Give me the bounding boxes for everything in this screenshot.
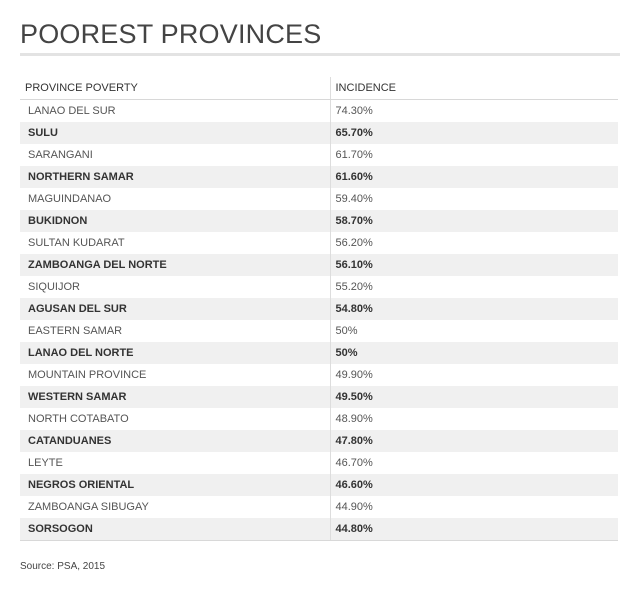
- incidence-value-cell: 49.90%: [330, 364, 618, 386]
- incidence-value-cell: 65.70%: [330, 122, 618, 144]
- table-row: [20, 386, 618, 408]
- table-row: [20, 298, 618, 320]
- table-row: [20, 496, 618, 518]
- incidence-value-cell: 50%: [330, 342, 618, 364]
- province-name-cell: SULU: [20, 122, 330, 144]
- table-header-row: [20, 77, 618, 100]
- province-name-cell: SARANGANI: [20, 144, 330, 166]
- incidence-value-cell: 58.70%: [330, 210, 618, 232]
- table-row: [20, 144, 618, 166]
- table-row: [20, 430, 618, 452]
- province-name-cell: AGUSAN DEL SUR: [20, 298, 330, 320]
- incidence-value-cell: 56.20%: [330, 232, 618, 254]
- incidence-value-cell: 47.80%: [330, 430, 618, 452]
- table-row: [20, 342, 618, 364]
- province-name-cell: ZAMBOANGA DEL NORTE: [20, 254, 330, 276]
- incidence-value-cell: 74.30%: [330, 100, 618, 123]
- province-name-cell: LEYTE: [20, 452, 330, 474]
- incidence-value-cell: 59.40%: [330, 188, 618, 210]
- table-row: [20, 188, 618, 210]
- incidence-value-cell: 44.80%: [330, 518, 618, 541]
- source-note: Source: PSA, 2015: [20, 561, 106, 572]
- table-row: [20, 452, 618, 474]
- table-row: [20, 210, 618, 232]
- province-name-cell: NEGROS ORIENTAL: [20, 474, 330, 496]
- incidence-value-cell: 44.90%: [330, 496, 618, 518]
- province-name-cell: BUKIDNON: [20, 210, 330, 232]
- table-body: [20, 100, 618, 541]
- page-title: POOREST PROVINCES: [20, 19, 322, 49]
- table-row: [20, 166, 618, 188]
- province-name-cell: CATANDUANES: [20, 430, 330, 452]
- province-name-cell: SIQUIJOR: [20, 276, 330, 298]
- table-row: [20, 122, 618, 144]
- province-name-cell: ZAMBOANGA SIBUGAY: [20, 496, 330, 518]
- table-row: [20, 276, 618, 298]
- table-row: [20, 474, 618, 496]
- incidence-value-cell: 46.60%: [330, 474, 618, 496]
- province-name-cell: WESTERN SAMAR: [20, 386, 330, 408]
- poverty-table: [20, 77, 618, 541]
- incidence-value-cell: 54.80%: [330, 298, 618, 320]
- incidence-value-cell: 55.20%: [330, 276, 618, 298]
- table-row: [20, 408, 618, 430]
- title-divider: [20, 53, 620, 56]
- table-row: [20, 364, 618, 386]
- province-name-cell: NORTH COTABATO: [20, 408, 330, 430]
- column-header-incidence: INCIDENCE: [330, 77, 618, 100]
- column-header-province: PROVINCE POVERTY: [20, 77, 330, 100]
- incidence-value-cell: 61.60%: [330, 166, 618, 188]
- province-name-cell: MAGUINDANAO: [20, 188, 330, 210]
- table-row: [20, 320, 618, 342]
- incidence-value-cell: 49.50%: [330, 386, 618, 408]
- province-name-cell: LANAO DEL NORTE: [20, 342, 330, 364]
- incidence-value-cell: 61.70%: [330, 144, 618, 166]
- province-name-cell: EASTERN SAMAR: [20, 320, 330, 342]
- province-name-cell: LANAO DEL SUR: [20, 100, 330, 123]
- table-row: [20, 254, 618, 276]
- province-name-cell: NORTHERN SAMAR: [20, 166, 330, 188]
- incidence-value-cell: 48.90%: [330, 408, 618, 430]
- table-row: [20, 100, 618, 123]
- province-name-cell: SULTAN KUDARAT: [20, 232, 330, 254]
- table-row: [20, 518, 618, 541]
- province-name-cell: MOUNTAIN PROVINCE: [20, 364, 330, 386]
- table-row: [20, 232, 618, 254]
- incidence-value-cell: 46.70%: [330, 452, 618, 474]
- incidence-value-cell: 50%: [330, 320, 618, 342]
- incidence-value-cell: 56.10%: [330, 254, 618, 276]
- province-name-cell: SORSOGON: [20, 518, 330, 541]
